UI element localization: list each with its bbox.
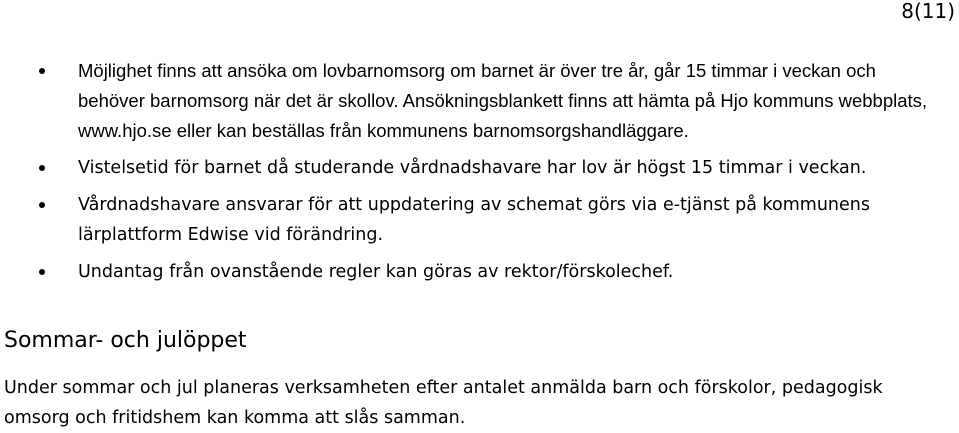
bullet-text: Möjlighet finns att ansöka om lovbarnomsorg om barnet är över tre år, går 15 timmar i veckan och behöver barnomsorg när det är skollov. Ansökningsblankett finns att hämta på Hjo kommuns webbplats, www.hjo.se eller kan beställas från kommunens barnomsorgshandläggare. — [78, 60, 928, 141]
list-item — [0, 153, 959, 183]
bullet-icon — [39, 202, 45, 208]
page-number: 8(11) — [901, 0, 955, 23]
bullet-icon — [39, 165, 45, 171]
bullet-text: Vårdnadshavare ansvarar för att uppdatering av schemat görs via e-tjänst på kommunens lärplattform Edwise vid förändring. — [78, 195, 870, 245]
bullet-icon — [39, 68, 45, 74]
list-item — [0, 257, 959, 287]
list-item — [0, 190, 959, 250]
bullet-list — [0, 56, 959, 294]
list-item — [0, 56, 959, 146]
bullet-icon — [39, 269, 45, 275]
bullet-text: Vistelsetid för barnet då studerande vårdnadshavare har lov är högst 15 timmar i veckan. — [78, 158, 867, 178]
section-body-text: Under sommar och jul planeras verksamheten efter antalet anmälda barn och förskolor, pedagogisk omsorg och fritidshem kan komma att slås samman. — [4, 378, 883, 428]
section-heading: Sommar- och julöppet — [4, 328, 247, 353]
bullet-text: Undantag från ovanstående regler kan göras av rektor/förskolechef. — [78, 262, 674, 282]
